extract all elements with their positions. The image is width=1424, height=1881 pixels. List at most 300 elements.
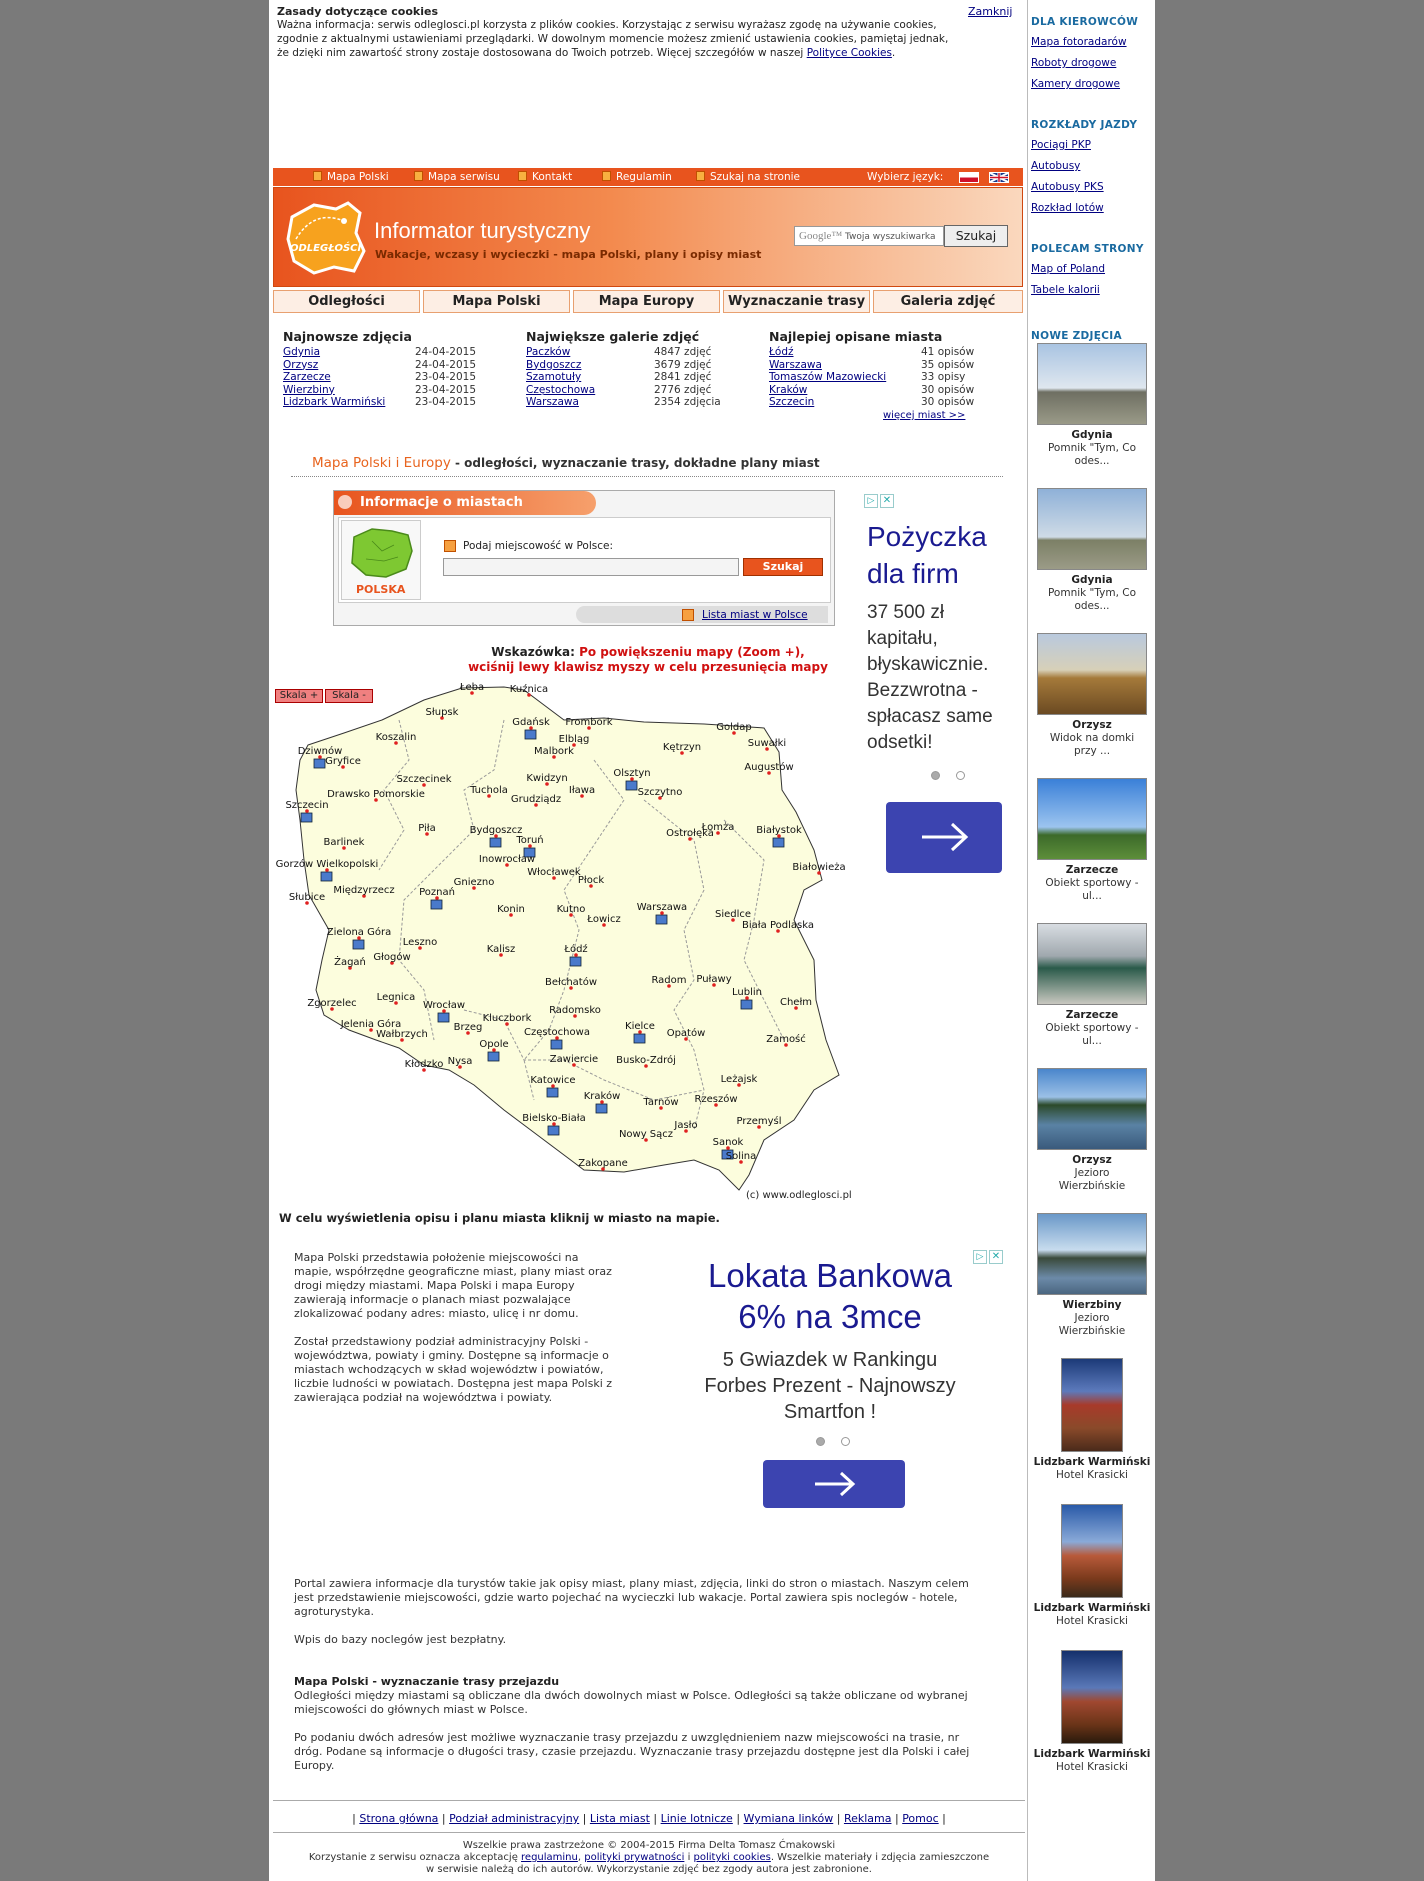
city-label[interactable]: Solina: [725, 1151, 757, 1162]
list-item-value: 23-04-2015: [415, 383, 477, 396]
city-label[interactable]: Szczecin: [285, 800, 329, 811]
ad-close-icon[interactable]: ✕: [989, 1250, 1003, 1264]
text-line: miastach wchodzących w skład województw i powiatów,: [294, 1363, 604, 1376]
photo-thumbnail[interactable]: [1037, 1068, 1147, 1150]
sidebar-link[interactable]: Autobusy PKS: [1031, 181, 1104, 193]
city-label[interactable]: Kwidzyn: [526, 773, 568, 784]
photo-city[interactable]: Gdynia: [1071, 429, 1113, 441]
sidebar-link[interactable]: Pociągi PKP: [1031, 139, 1091, 151]
city-label[interactable]: Zamość: [766, 1034, 806, 1045]
city-label[interactable]: Barlinek: [323, 837, 365, 848]
footer-separator: |: [833, 1812, 844, 1825]
text-line: mapie, współrzędne geograficzne miast, plany miast oraz: [294, 1265, 612, 1278]
city-label[interactable]: Goldap: [716, 722, 752, 733]
city-label[interactable]: Gryfice: [325, 756, 361, 767]
city-label[interactable]: Szczecinek: [396, 774, 452, 785]
map-city[interactable]: [619, 1129, 673, 1142]
city-label[interactable]: Sanok: [712, 1137, 744, 1148]
ad2-arrow-button[interactable]: [763, 1460, 905, 1508]
city-label[interactable]: Nysa: [447, 1056, 473, 1067]
city-label[interactable]: Wrocław: [422, 1000, 466, 1011]
city-label[interactable]: Bydgoszcz: [469, 825, 523, 836]
photo-thumbnail[interactable]: [1061, 1504, 1123, 1598]
new-photos-title: NOWE ZDJĘCIA: [1031, 330, 1122, 342]
city-label[interactable]: Malbork: [534, 746, 574, 757]
city-label[interactable]: Zakopane: [578, 1158, 628, 1169]
carousel-dot[interactable]: [841, 1437, 850, 1446]
city-label[interactable]: Bełchatów: [544, 977, 598, 988]
city-label[interactable]: Łódź: [564, 944, 588, 955]
zoom-out-button[interactable]: Skala -: [325, 689, 373, 703]
hint-label: Wskazówka:: [491, 645, 580, 659]
map-city[interactable]: [616, 1054, 676, 1068]
city-label[interactable]: Rzeszów: [694, 1094, 738, 1105]
photo-desc: Jezioro: [1074, 1167, 1110, 1179]
city-label[interactable]: Kłodzko: [404, 1059, 444, 1070]
city-label[interactable]: Opatów: [666, 1028, 706, 1039]
camera-icon[interactable]: [314, 759, 325, 768]
photo-desc: ul...: [1082, 1035, 1102, 1047]
ad1-body[interactable]: 37 500 zł kapitału, błyskawicznie. Bezzwrotna - spłacasz same odsetki!: [867, 602, 993, 753]
map-city[interactable]: [666, 828, 714, 841]
city-label[interactable]: Bielsko-Biała: [522, 1113, 586, 1124]
photo-desc: Obiekt sportowy -: [1045, 877, 1139, 889]
map-city[interactable]: [642, 1096, 678, 1110]
more-cities-link[interactable]: więcej miast >>: [883, 410, 966, 421]
map-city[interactable]: [289, 892, 325, 905]
photo-desc: Hotel Krasicki: [1056, 1761, 1128, 1773]
list-item-link[interactable]: Szamotuły: [526, 371, 582, 383]
tab-galeria-zdjec[interactable]: Galeria zdjęć: [873, 290, 1023, 313]
photo-thumbnail[interactable]: [1037, 778, 1147, 860]
footer-text: ,: [577, 1852, 585, 1863]
city-label[interactable]: Siedlce: [714, 909, 752, 920]
photo-caption: [1028, 864, 1155, 903]
list-item-link[interactable]: Warszawa: [769, 358, 822, 371]
map-city[interactable]: [426, 707, 459, 720]
footer-link[interactable]: Linie lotnicze: [660, 1812, 733, 1825]
city-label[interactable]: Nowy Sącz: [618, 1129, 674, 1140]
footer-link[interactable]: Strona główna: [359, 1812, 439, 1825]
map-city[interactable]: [673, 1120, 697, 1133]
photo-desc: Pomnik "Tym, Co: [1047, 442, 1137, 454]
text-line: zawierają informacje o planach miast pozwalające: [294, 1293, 571, 1306]
city-label[interactable]: Przemyśl: [736, 1116, 782, 1127]
sidebar-link[interactable]: Rozkład lotów: [1031, 202, 1104, 214]
camera-icon[interactable]: [548, 1126, 559, 1135]
map-city[interactable]: [469, 785, 508, 798]
biggest-galleries-title: Największe galerie zdjęć: [526, 329, 700, 344]
map-city[interactable]: [459, 682, 484, 695]
camera-icon[interactable]: [488, 1052, 499, 1061]
photo-thumbnail[interactable]: [1037, 488, 1147, 570]
list-item-link[interactable]: Orzysz: [283, 358, 319, 371]
photo-city[interactable]: Orzysz: [1072, 1154, 1112, 1166]
city-label[interactable]: Międzyrzecz: [333, 885, 395, 896]
text-line: zawierająca podział na województwa i powiaty.: [294, 1391, 553, 1404]
list-item-link[interactable]: Szczecin: [769, 396, 815, 408]
camera-icon[interactable]: [431, 900, 442, 909]
map-city[interactable]: [651, 975, 686, 988]
footer-link[interactable]: Pomoc: [902, 1812, 939, 1825]
map-city[interactable]: [569, 785, 595, 798]
sidebar-link[interactable]: Mapa fotoradarów: [1031, 36, 1127, 48]
city-label[interactable]: Zgorzelec: [307, 998, 357, 1009]
city-label[interactable]: Ostrołęka: [666, 828, 714, 839]
city-label[interactable]: Iława: [568, 785, 596, 796]
city-label[interactable]: Puławy: [696, 974, 732, 985]
tab-wyznaczanie-trasy[interactable]: Wyznaczanie trasy: [723, 290, 870, 313]
footer-separator: |: [649, 1812, 661, 1825]
map-city[interactable]: [376, 1029, 428, 1042]
city-label[interactable]: Gdańsk: [512, 717, 550, 728]
footer-text: . Wszelkie materiały i zdjęcia zamieszczone: [770, 1852, 990, 1863]
ad2-body[interactable]: [653, 1347, 1007, 1425]
map-city[interactable]: [377, 992, 416, 1005]
top-nav-item[interactable]: Mapa Polski: [313, 171, 389, 183]
city-label[interactable]: Płock: [577, 875, 605, 886]
photo-caption: [1028, 1154, 1155, 1193]
map-city[interactable]: [545, 976, 597, 990]
city-label[interactable]: Suwałki: [747, 738, 787, 749]
sidebar-link[interactable]: Tabele kalorii: [1031, 284, 1100, 296]
map-city[interactable]: [534, 746, 574, 759]
map-city[interactable]: [527, 867, 581, 880]
city-label[interactable]: Łeba: [459, 682, 485, 693]
carousel-dot-active[interactable]: [816, 1437, 825, 1446]
photo-city[interactable]: Zarzecze: [1065, 864, 1119, 876]
city-label[interactable]: Lublin: [732, 987, 762, 998]
city-label[interactable]: Konin: [497, 904, 525, 915]
text-line: Mapa Polski przedstawia położenie miejscowości na: [294, 1251, 579, 1264]
city-label[interactable]: Toruń: [516, 835, 544, 846]
city-label[interactable]: Koszalin: [375, 732, 417, 743]
city-label[interactable]: Elbląg: [558, 734, 590, 745]
map-city[interactable]: [403, 937, 437, 950]
list-item-link[interactable]: Częstochowa: [526, 383, 596, 396]
map-city[interactable]: [748, 738, 786, 751]
city-label[interactable]: Łowicz: [587, 914, 621, 925]
map-city[interactable]: [766, 1033, 806, 1047]
ad-info-icon[interactable]: ▷: [973, 1250, 987, 1264]
map-city[interactable]: [550, 1054, 598, 1067]
city-label[interactable]: Legnica: [376, 992, 416, 1003]
city-label[interactable]: Biała Podlaska: [742, 920, 814, 931]
camera-icon[interactable]: [570, 957, 581, 966]
camera-icon[interactable]: [741, 1000, 752, 1009]
city-label[interactable]: Kuźnica: [509, 684, 549, 695]
footer-link[interactable]: Lista miast: [589, 1812, 650, 1825]
map-city[interactable]: [325, 756, 361, 769]
ad2-body-line: Forbes Prezent - Najnowszy: [704, 1375, 956, 1397]
map-city[interactable]: [454, 1022, 483, 1035]
map-city[interactable]: [559, 734, 590, 747]
list-item-link[interactable]: Gdynia: [283, 346, 321, 358]
camera-icon[interactable]: [353, 940, 364, 949]
map-city[interactable]: [487, 944, 516, 957]
map-city[interactable]: [511, 794, 561, 807]
sidebar-link[interactable]: Autobusy: [1031, 160, 1081, 172]
list-item-link[interactable]: Wierzbiny: [283, 383, 335, 396]
photo-city[interactable]: Zarzecze: [1065, 1009, 1119, 1021]
hint-text: wciśnij lewy klawisz myszy w celu przesunięcia mapy: [468, 660, 828, 674]
ad-info-icon[interactable]: ▷: [864, 494, 878, 508]
city-label[interactable]: Radomsko: [549, 1005, 601, 1016]
map-city[interactable]: [716, 722, 751, 735]
photo-city[interactable]: Wierzbiny: [1062, 1299, 1122, 1311]
city-label[interactable]: Żagań: [334, 957, 366, 968]
ad1-headline[interactable]: Pożyczka dla firm: [867, 521, 987, 589]
photo-desc: odes...: [1074, 455, 1110, 467]
city-list-link[interactable]: Lista miast w Polsce: [702, 609, 808, 621]
footer-regulamin-link[interactable]: regulaminu: [521, 1852, 578, 1863]
list-item-value: 23-04-2015: [415, 371, 477, 383]
map-city[interactable]: [578, 1158, 628, 1171]
map-city[interactable]: [694, 1093, 737, 1107]
route-heading: Mapa Polski - wyznaczanie trasy przejazdu: [294, 1675, 560, 1688]
city-label[interactable]: Wałbrzych: [376, 1029, 428, 1040]
photo-thumbnail[interactable]: [1061, 1358, 1123, 1452]
list-item-link[interactable]: Kraków: [769, 383, 808, 396]
footer-privacy-link[interactable]: polityki prywatności: [584, 1852, 685, 1863]
map-city[interactable]: [549, 1005, 601, 1018]
map-city[interactable]: [334, 955, 366, 970]
city-label[interactable]: Piła: [418, 823, 436, 834]
section-heading-orange: Mapa Polski i Europy: [312, 455, 451, 471]
city-label[interactable]: Poznań: [419, 887, 455, 898]
map-city[interactable]: [324, 837, 365, 850]
poland-map-svg[interactable]: [273, 0, 1025, 1210]
city-label[interactable]: Leszno: [402, 937, 438, 948]
top-nav-item[interactable]: Kontakt: [518, 171, 572, 183]
footer-link[interactable]: Wymiana linków: [743, 1812, 834, 1825]
camera-icon[interactable]: [634, 1034, 645, 1043]
map-city[interactable]: [780, 997, 812, 1010]
map-city[interactable]: [327, 789, 425, 802]
city-label[interactable]: Kraków: [583, 1091, 621, 1102]
photo-city[interactable]: Lidzbark Warmiński: [1033, 1602, 1151, 1614]
city-label[interactable]: Dziwnów: [297, 746, 343, 757]
map-city[interactable]: [721, 1074, 758, 1087]
camera-icon[interactable]: [626, 781, 637, 790]
map-city[interactable]: [418, 823, 436, 836]
photo-thumbnail[interactable]: [1037, 633, 1147, 715]
city-label[interactable]: Leżajsk: [720, 1074, 758, 1085]
photo-thumbnail[interactable]: [1037, 343, 1147, 425]
city-label[interactable]: Kalisz: [486, 944, 516, 955]
camera-icon[interactable]: [321, 872, 332, 881]
footer-text: i: [684, 1852, 694, 1863]
city-label[interactable]: Tuchola: [470, 785, 508, 796]
description-paragraph: [294, 1335, 624, 1405]
camera-icon[interactable]: [301, 813, 312, 822]
text-line: agroturystyka.: [294, 1605, 375, 1618]
map-city[interactable]: [526, 773, 567, 786]
city-label[interactable]: Częstochowa: [524, 1027, 590, 1038]
list-item-value: 24-04-2015: [415, 358, 477, 371]
cookie-policy-link[interactable]: Polityce Cookies: [806, 47, 892, 59]
camera-icon[interactable]: [438, 1013, 449, 1022]
photo-city[interactable]: Orzysz: [1072, 719, 1112, 731]
city-label[interactable]: Kielce: [625, 1021, 655, 1032]
photo-thumbnail[interactable]: [1037, 1213, 1147, 1295]
city-label[interactable]: Gorzów Wielkopolski: [275, 859, 379, 870]
photo-desc: Wierzbińskie: [1058, 1180, 1126, 1192]
map-city[interactable]: [454, 877, 495, 890]
city-label[interactable]: Tarnów: [643, 1097, 679, 1108]
city-label[interactable]: Warszawa: [636, 902, 688, 913]
map-city[interactable]: [376, 732, 417, 745]
description-paragraph: [294, 1251, 624, 1321]
list-item-link[interactable]: Tomaszów Mazowiecki: [769, 371, 887, 383]
city-label[interactable]: Jelenia Góra: [340, 1019, 402, 1030]
photo-city[interactable]: Lidzbark Warmiński: [1033, 1456, 1151, 1468]
sidebar-link[interactable]: Kamery drogowe: [1031, 78, 1121, 90]
footer-links: [273, 1812, 1025, 1825]
city-label[interactable]: Olsztyn: [613, 768, 651, 779]
city-label[interactable]: Głogów: [373, 952, 411, 963]
city-label[interactable]: Włocławek: [527, 867, 581, 878]
photo-thumbnail[interactable]: [1061, 1650, 1123, 1744]
map-city[interactable]: [742, 920, 814, 933]
photo-caption: [1028, 1456, 1155, 1482]
list-item-link[interactable]: Łódź: [769, 346, 794, 358]
camera-icon[interactable]: [773, 838, 784, 847]
footer-separator: |: [352, 1812, 360, 1825]
list-item-link[interactable]: Lidzbark Warmiński: [283, 396, 386, 408]
sidebar-section-title: POLECAM STRONY: [1031, 243, 1144, 255]
zoom-in-button[interactable]: Skala +: [275, 689, 323, 703]
map-city[interactable]: [373, 951, 410, 965]
map-city[interactable]: [663, 742, 701, 755]
ad2-dots: [808, 1436, 858, 1449]
search-placeholder: Twoja wyszukiwarka: [845, 232, 936, 242]
map-city[interactable]: [726, 1151, 757, 1164]
map-city[interactable]: [638, 787, 683, 800]
camera-icon[interactable]: [525, 730, 536, 739]
city-label[interactable]: Zielona Góra: [326, 927, 392, 938]
tab-mapa-europy[interactable]: Mapa Europy: [573, 290, 720, 313]
city-label[interactable]: Kluczbork: [482, 1013, 532, 1024]
map-city[interactable]: [510, 683, 548, 697]
city-label[interactable]: Łomża: [701, 822, 735, 833]
photo-city[interactable]: Gdynia: [1071, 574, 1113, 586]
city-label[interactable]: Szczytno: [637, 787, 683, 798]
city-label[interactable]: Drawsko Pomorskie: [327, 789, 425, 800]
cookie-line-end: .: [891, 47, 896, 59]
photo-desc: Obiekt sportowy -: [1045, 1022, 1139, 1034]
ad-close-icon[interactable]: ✕: [880, 494, 894, 508]
map-city[interactable]: [578, 875, 604, 888]
map-city[interactable]: [557, 904, 586, 917]
photo-city[interactable]: Lidzbark Warmiński: [1033, 1748, 1151, 1760]
sidebar-link[interactable]: Map of Poland: [1031, 263, 1106, 275]
cookie-close-link[interactable]: Zamknij: [968, 5, 1013, 18]
map-city[interactable]: [405, 1059, 444, 1072]
city-search-button[interactable]: Szukaj: [743, 558, 823, 576]
map-city[interactable]: [333, 885, 394, 898]
sidebar-link[interactable]: Roboty drogowe: [1031, 57, 1117, 69]
cookie-line-text: że dzięki nim zawartość strony zostaje dostosowana do Twoich potrzeb. Więcej szczegółów w naszej: [277, 47, 804, 59]
city-label[interactable]: Opole: [479, 1039, 509, 1050]
city-label[interactable]: Kętrzyn: [662, 742, 702, 753]
list-item-link[interactable]: Paczków: [526, 346, 571, 358]
map-city[interactable]: [736, 1115, 781, 1129]
tab-mapa-polski[interactable]: Mapa Polski: [423, 290, 570, 313]
city-label[interactable]: Słubice: [288, 892, 326, 903]
camera-icon[interactable]: [656, 915, 667, 924]
footer-link[interactable]: Podział administracyjny: [449, 1812, 580, 1825]
city-label[interactable]: Białystok: [756, 825, 802, 836]
camera-icon[interactable]: [547, 1088, 558, 1097]
map-city[interactable]: [792, 862, 845, 875]
list-item-link[interactable]: Warszawa: [526, 396, 579, 408]
city-label[interactable]: Kutno: [556, 904, 586, 915]
ad2-body-line: 5 Gwiazdek w Rankingu: [722, 1349, 938, 1371]
city-label[interactable]: Brzeg: [453, 1022, 483, 1033]
city-label[interactable]: Gniezno: [453, 877, 495, 888]
top-nav-item[interactable]: Regulamin: [602, 171, 672, 183]
tab-odleglosci[interactable]: Odległości: [273, 290, 420, 313]
camera-icon[interactable]: [551, 1040, 562, 1049]
city-label[interactable]: Katowice: [530, 1075, 576, 1086]
map-city[interactable]: [483, 1013, 532, 1026]
city-label[interactable]: Frombork: [565, 717, 613, 728]
map-city[interactable]: [307, 998, 356, 1011]
map-city[interactable]: [396, 774, 451, 787]
city-label[interactable]: Augustów: [744, 762, 794, 773]
footer-legal: [269, 1840, 1029, 1876]
city-label[interactable]: Jasło: [674, 1120, 698, 1131]
footer-separator: |: [732, 1812, 744, 1825]
map-city[interactable]: [497, 904, 525, 917]
list-item-value: 23-04-2015: [415, 396, 477, 408]
main-column: [273, 0, 1025, 1881]
map-city[interactable]: [479, 854, 535, 867]
top-nav-item[interactable]: Mapa serwisu: [414, 171, 500, 183]
photo-caption: [1028, 1602, 1155, 1628]
list-item-link[interactable]: Bydgoszcz: [526, 358, 582, 371]
camera-icon[interactable]: [596, 1104, 607, 1113]
ad2-headline[interactable]: [653, 1255, 1007, 1337]
top-nav-item[interactable]: Szukaj na stronie: [696, 171, 800, 183]
footer-cookies-link[interactable]: polityki cookies: [693, 1852, 771, 1863]
photo-caption: [1028, 1299, 1155, 1338]
city-label[interactable]: Radom: [651, 975, 687, 986]
map-city[interactable]: [586, 914, 620, 927]
city-label[interactable]: Słupsk: [425, 707, 459, 718]
map-city[interactable]: [448, 1056, 473, 1069]
camera-icon[interactable]: [490, 838, 501, 847]
section-heading-rest: - odległości, wyznaczanie trasy, dokładne plany miast: [450, 456, 820, 470]
city-label[interactable]: Grudziądz: [510, 794, 562, 805]
map-city[interactable]: [696, 974, 731, 987]
city-label[interactable]: Busko-Zdrój: [616, 1055, 676, 1066]
google-search-button[interactable]: Szukaj: [944, 225, 1008, 247]
footer-link[interactable]: Reklama: [843, 1812, 892, 1825]
city-label[interactable]: Zawiercie: [549, 1054, 599, 1065]
map-city[interactable]: [565, 717, 612, 730]
list-item-value: 2841 zdjęć: [654, 371, 712, 383]
photo-thumbnail[interactable]: [1037, 923, 1147, 1005]
city-label[interactable]: Inowrocław: [478, 854, 536, 865]
city-label[interactable]: Białowieża: [792, 862, 846, 873]
city-label[interactable]: Chełm: [779, 997, 813, 1008]
map-city[interactable]: [744, 761, 793, 775]
list-item-link[interactable]: Zarzecze: [283, 371, 331, 383]
map-city[interactable]: [667, 1027, 706, 1041]
list-item-value: 24-04-2015: [415, 346, 477, 358]
